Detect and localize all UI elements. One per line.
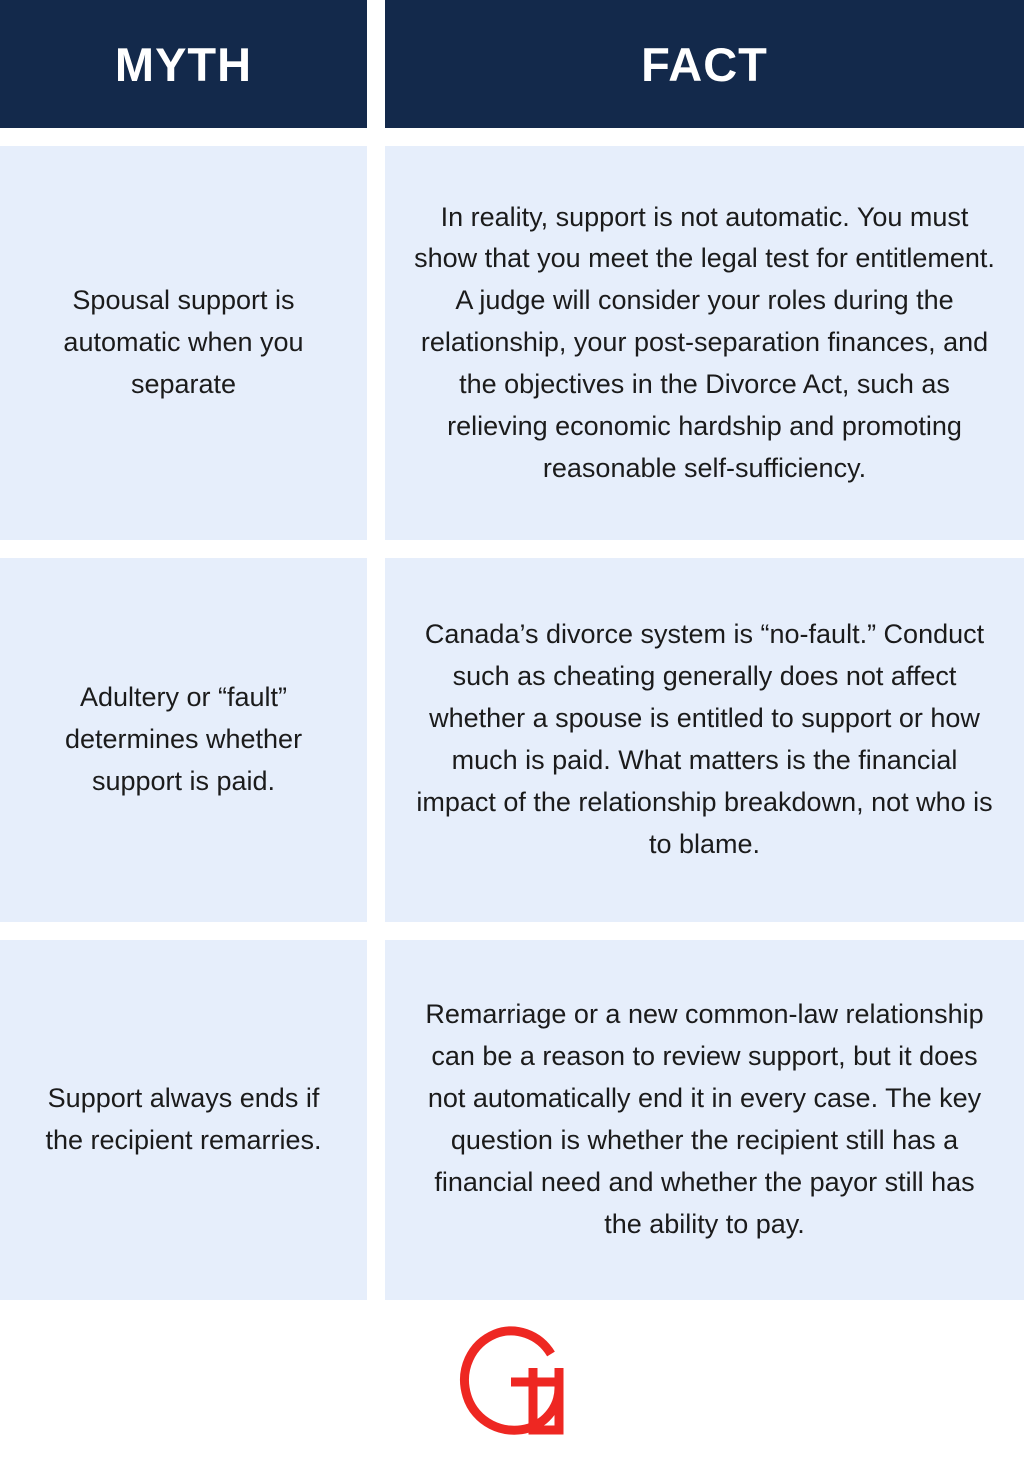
myth-cell <box>0 940 367 1300</box>
column-header-myth <box>0 0 367 128</box>
fact-cell <box>385 940 1024 1300</box>
column-header-fact <box>385 0 1024 128</box>
logo-area <box>0 1281 1024 1481</box>
fact-text: In reality, support is not automatic. You must show that you meet the legal test for entitlement. A judge will consider your roles during the relationship, your post-separation finances, and the objectives in the Divorce Act, such as relieving economic hardship and promoting reasonable self-sufficiency. <box>414 201 995 483</box>
g-monogram-logo-icon <box>447 1316 577 1446</box>
fact-cell <box>385 558 1024 922</box>
myth-text: Support always ends if the recipient remarries. <box>45 1083 322 1155</box>
fact-text: Remarriage or a new common-law relationship can be a reason to review support, but it does not automatically end it in every case. The key question is whether the recipient still has a financial need and whether the payor still has the ability to pay. <box>425 999 984 1239</box>
fact-text: Canada’s divorce system is “no-fault.” Conduct such as cheating generally does not affect whether a spouse is entitled to support or how much is paid. What matters is the financial impact of the relationship breakdown, not who is to blame. <box>416 619 993 859</box>
fact-cell <box>385 146 1024 540</box>
myth-cell <box>0 146 367 540</box>
column-gap <box>367 146 385 540</box>
myth-text: Adultery or “fault” determines whether support is paid. <box>64 682 303 796</box>
column-header-myth-label: MYTH <box>114 37 253 91</box>
column-gap <box>367 0 385 128</box>
column-header-fact-label: FACT <box>641 37 768 91</box>
myth-text: Spousal support is automatic when you separate <box>63 285 304 399</box>
column-gap <box>367 940 385 1300</box>
column-gap <box>367 558 385 922</box>
myth-cell <box>0 558 367 922</box>
